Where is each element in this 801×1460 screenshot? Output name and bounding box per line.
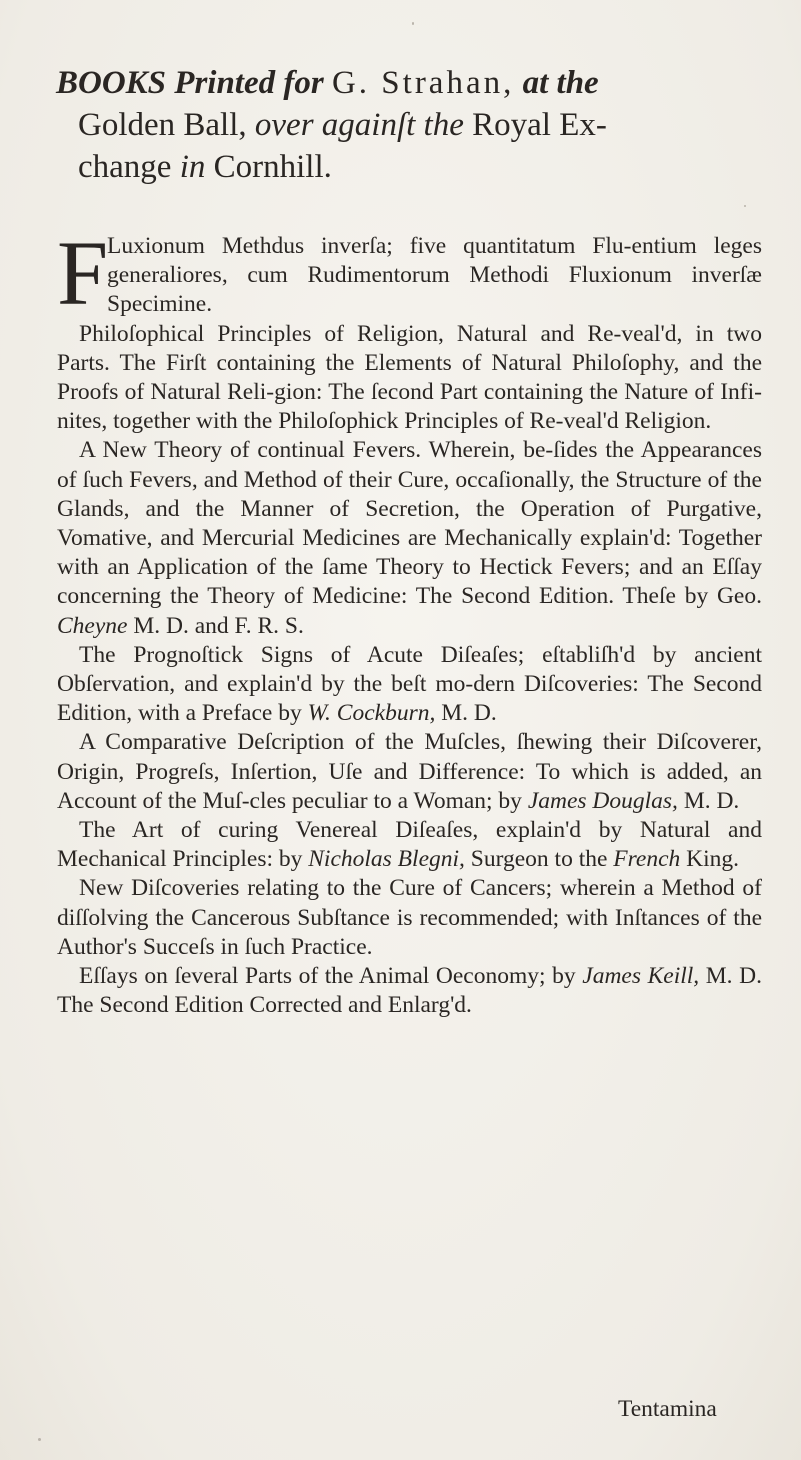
header-in: in <box>179 149 206 185</box>
list-item <box>57 320 762 437</box>
entry-suffix: M. D. <box>435 700 497 727</box>
list-item <box>57 222 762 324</box>
ink-speck <box>38 1438 41 1441</box>
header-books-printed: BOOKS Printed for <box>56 65 324 101</box>
list-item <box>57 728 762 816</box>
list-item <box>57 436 762 640</box>
list-item <box>57 816 762 874</box>
ink-speck <box>744 205 746 207</box>
entry-suffix: M. D. <box>677 787 740 814</box>
entry-text: The Prognoſtick Signs of Acute Diſeaſes; eſtabliſh'd by ancient Obſervation, and explain'd by the beſt mo-dern Diſcoveries: The Second Edition, with a Preface by <box>57 641 762 727</box>
entry-italic: French <box>613 846 681 873</box>
entry-text: A New Theory of continual Fevers. Wherein, be-ſides the Appearances of ſuch Fevers, and Method of their Cure, occaſionally, the Structure of the Glands, and the Manner of Secretion, the Operation of Purgative, Vomative, and Mercurial Medicines are Mechanically explain'd: Together with an Application of the ſame Theory to Hectick Fevers; and an Eſſay concerning the Theory of Medicine: The Second Edition. Theſe by Geo. <box>57 437 762 610</box>
entry-text: New Diſcoveries relating to the Cure of Cancers; wherein a Method of diſſolving the Cancerous Subſtance is recommended; with Inſtances of the Author's Succeſs in ſuch Practice. <box>57 875 762 960</box>
book-list <box>57 222 763 1020</box>
list-item <box>57 641 762 729</box>
header-golden-ball: Golden Ball, <box>78 107 247 143</box>
ink-speck <box>412 22 414 25</box>
drop-cap: F <box>57 222 109 324</box>
header-royal-ex: Royal Ex- <box>472 107 607 143</box>
list-item <box>57 962 762 1020</box>
catchword: Tentamina <box>618 1396 717 1422</box>
entry-text: Luxionum Methdus inverſa; five quantitatum Flu-entium leges generaliores, cum Rudimentorum Methodi Fluxionum inverſæ Specimine. <box>107 233 762 318</box>
entry-author: James Douglas, <box>527 787 678 814</box>
entry-suffix: Surgeon to the <box>464 846 614 873</box>
list-item <box>57 874 762 962</box>
entry-text: The Art of curing Venereal Diſeaſes, explain'd by Natural and Mechanical Principles: by <box>57 817 762 873</box>
header-cornhill: Cornhill. <box>213 149 332 185</box>
entry-author: Cheyne <box>57 612 128 639</box>
entry-text: Philoſophical Principles of Religion, Natural and Re-veal'd, in two Parts. The Firſt containing the Elements of Natural Philoſophy, and the Proofs of Natural Reli-gion: The ſecond Part containing the Nature of Infi-nites, together with the Philoſophick Principles of Re-veal'd Religion. <box>57 320 762 435</box>
entry-author: Nicholas Blegni, <box>308 846 465 873</box>
entry-author: James Keill, <box>582 963 700 990</box>
entry-text: Eſſays on ſeveral Parts of the Animal Oeconomy; by <box>79 963 576 990</box>
header-change: change <box>78 149 172 185</box>
page-header <box>56 62 761 188</box>
header-over-against: over againſt the <box>254 107 464 143</box>
entry-suffix: M. D. and F. R. S. <box>127 612 304 639</box>
entry-text: A Comparative Deſcription of the Muſcles, ſhewing their Diſcoverer, Origin, Progreſs, Inſertion, Uſe and Difference: To which is added, an Account of the Muſ-cles peculiar to a Woman; by <box>57 729 762 814</box>
entry-suffix: M. D. The Second Edition Corrected and Enlarg'd. <box>57 963 763 1019</box>
entry-suffix-2: King. <box>680 846 740 873</box>
header-at-the: at the <box>522 65 599 101</box>
entry-author: W. Cockburn, <box>307 700 436 727</box>
header-printer: G. Strahan, <box>331 65 515 101</box>
